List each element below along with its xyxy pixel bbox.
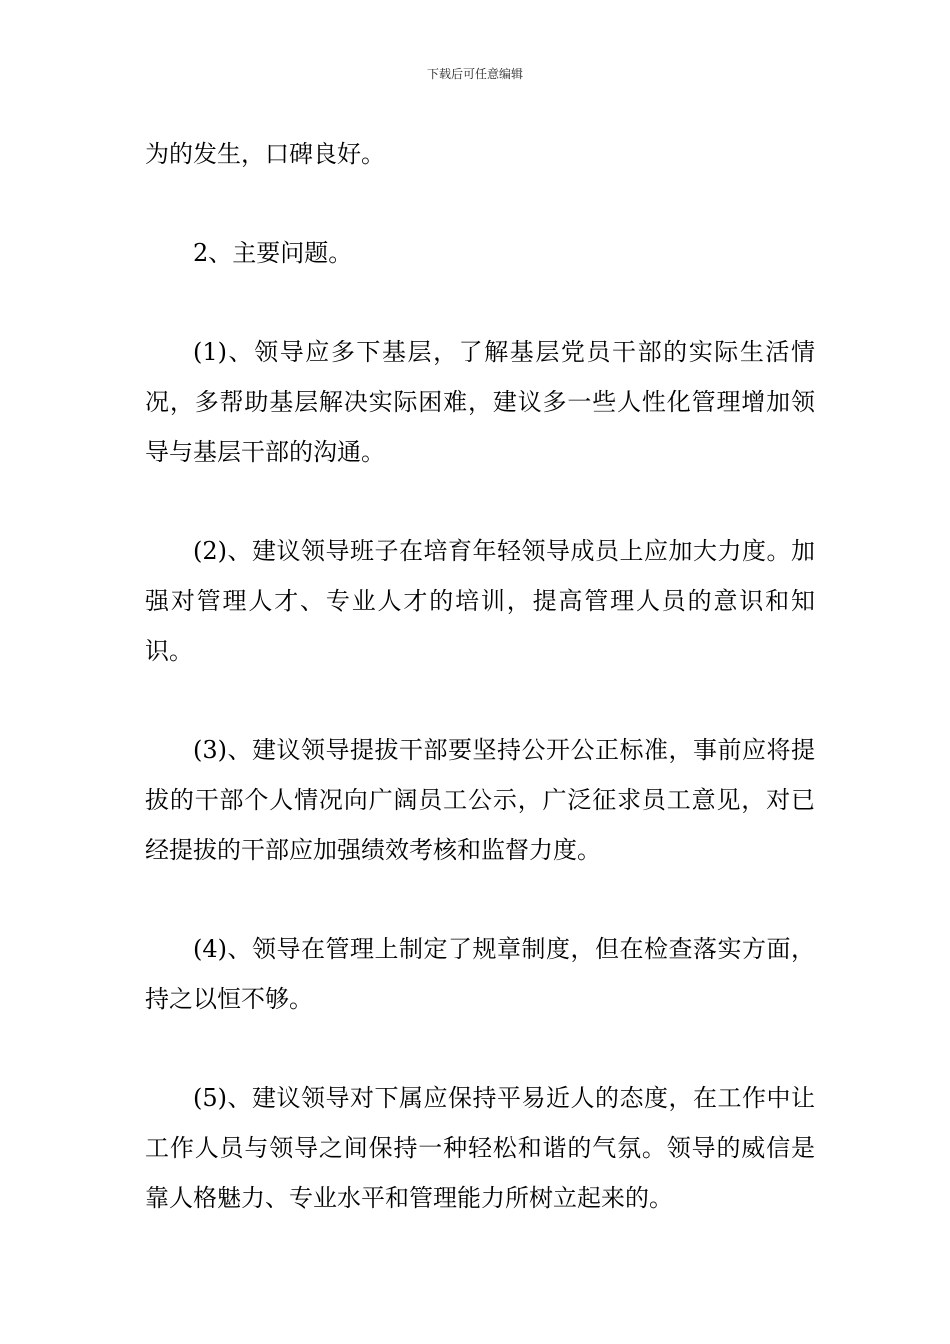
issue-paragraph-4: (4)、领导在管理上制定了规章制度，但在检查落实方面，持之以恒不够。 [145,935,815,1013]
issue-paragraph-5: (5)、建议领导对下属应保持平易近人的态度，在工作中让工作人员与领导之间保持一种轻松和谐的气氛。领导的威信是靠人格魅力、专业水平和管理能力所树立起来的。 [145,1084,815,1212]
issue-paragraph-2: (2)、建议领导班子在培育年轻领导成员上应加大力度。加强对管理人才、专业人才的培训，提高管理人员的意识和知识。 [145,537,815,665]
section-heading-main-issues: 2、主要问题。 [193,239,353,267]
document-body [145,129,815,1223]
issue-paragraph-1: (1)、领导应多下基层，了解基层党员干部的实际生活情况，多帮助基层解决实际困难，建议多一些人性化管理增加领导与基层干部的沟通。 [145,338,815,466]
header-note: 下载后可任意编辑 [426,67,523,81]
paragraph-continuation: 为的发生，口碑良好。 [145,140,385,168]
issue-paragraph-3: (3)、建议领导提拔干部要坚持公开公正标准，事前应将提拔的干部个人情况向广阔员工公示，广泛征求员工意见，对已经提拔的干部应加强绩效考核和监督力度。 [145,736,815,864]
